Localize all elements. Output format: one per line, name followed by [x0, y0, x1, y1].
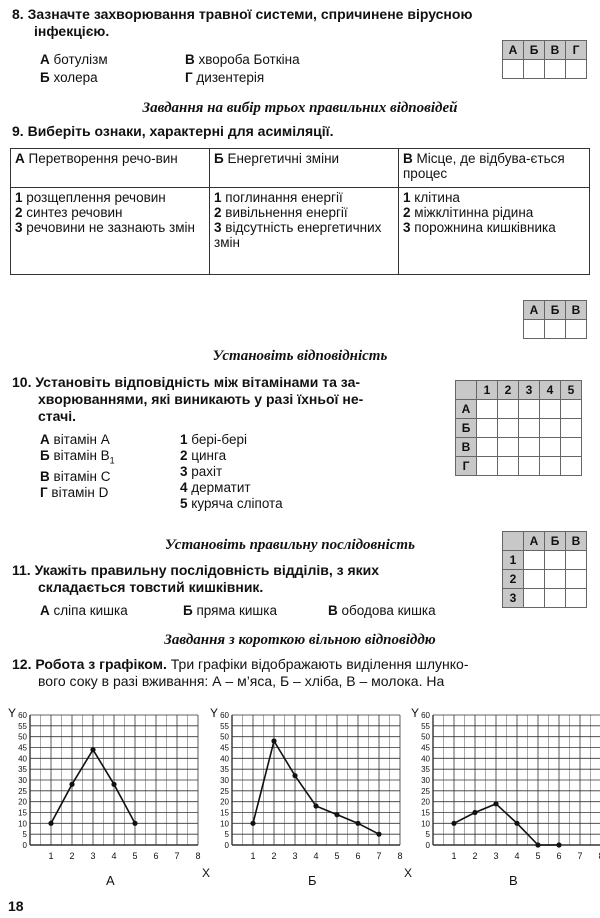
q9-col-a-items: 1 розщеплення речовин 2 синтез речовин 3 речовини не зазнають змін — [11, 188, 210, 275]
q11-cell[interactable] — [524, 551, 545, 570]
q9-col-v-header: В Місце, де відбува-ється процес — [399, 149, 590, 188]
q10-cell[interactable] — [498, 400, 519, 419]
q11-cell[interactable] — [566, 589, 587, 608]
x-tick-label: 6 — [153, 851, 159, 861]
q9-col-a-header: А Перетворення речо-вин — [11, 149, 210, 188]
x-tick-label: 7 — [376, 851, 382, 861]
q8-text-line2: інфекцією. — [34, 23, 110, 39]
data-point — [90, 747, 95, 752]
q10-answer-grid: 1 2 3 4 5 А Б В Г — [455, 380, 582, 476]
data-point — [514, 821, 519, 826]
y-tick-label: 45 — [18, 743, 27, 753]
y-tick-label: 60 — [220, 711, 229, 720]
y-tick-label: 30 — [18, 776, 27, 785]
y-tick-label: 0 — [425, 841, 430, 850]
q8-option-b: Б холера — [40, 70, 98, 85]
data-point — [111, 782, 116, 787]
q12-text: 12. Робота з графіком. Три графіки відображають виділення шлунко- вого соку в разі вживання: А – м’яса, Б – хліба, В – молока. На — [12, 656, 469, 689]
q10-cell[interactable] — [477, 419, 498, 438]
q8-answer-cell[interactable] — [503, 60, 524, 79]
q9-text: 9. Виберіть ознаки, характерні для асиміляції. — [12, 123, 334, 139]
x-tick-label: 4 — [514, 851, 520, 861]
y-tick-label: 35 — [220, 765, 229, 775]
q11-text: 11. Укажіть правильну послідовність відділів, з яких складається товстий кишківник. — [12, 562, 380, 595]
x-tick-label: 4 — [111, 851, 117, 861]
q9-col-b-items: 1 поглинання енергії 2 вивільнення енергії 3 відсутність енергетичних змін — [210, 188, 399, 275]
q10-left-list: А вітамін А Б вітамін $В_1$ В вітамін С Г вітамін D — [40, 432, 115, 500]
y-tick-label: 35 — [18, 765, 27, 775]
q11-cell[interactable] — [545, 570, 566, 589]
y-tick-label: 40 — [421, 754, 430, 764]
y-tick-label: 25 — [220, 786, 229, 796]
data-point — [334, 812, 339, 817]
y-tick-label: 55 — [220, 721, 229, 731]
y-tick-label: 60 — [421, 711, 430, 720]
q10-cell[interactable] — [561, 457, 582, 476]
q10-cell[interactable] — [561, 400, 582, 419]
x-tick-label: 1 — [48, 851, 54, 861]
y-tick-label: 5 — [22, 830, 27, 840]
x-axis-label: X — [404, 866, 413, 880]
data-point — [472, 810, 477, 815]
y-tick-label: 45 — [220, 743, 229, 753]
chart-a — [8, 706, 210, 888]
q8-number: 8. — [12, 6, 24, 22]
q8-option-a: А ботулізм — [40, 52, 108, 67]
q10-cell[interactable] — [498, 457, 519, 476]
y-tick-label: 30 — [220, 776, 229, 785]
y-tick-label: 5 — [425, 830, 430, 840]
x-tick-label: 6 — [556, 851, 562, 861]
y-tick-label: 0 — [224, 841, 229, 850]
x-tick-label: 7 — [174, 851, 180, 861]
y-tick-label: 10 — [421, 819, 430, 829]
q9-table — [10, 148, 590, 275]
x-tick-label: 2 — [271, 851, 277, 861]
chart-v — [411, 706, 600, 888]
q10-cell[interactable] — [561, 438, 582, 457]
x-tick-label: 2 — [472, 851, 478, 861]
q8-option-v: В хвороба Боткіна — [185, 52, 300, 67]
q10-cell[interactable] — [561, 419, 582, 438]
y-tick-label: 25 — [18, 786, 27, 796]
y-tick-label: 55 — [421, 721, 430, 731]
y-tick-label: 20 — [18, 797, 27, 807]
q10-cell[interactable] — [519, 438, 540, 457]
y-tick-label: 55 — [18, 721, 27, 731]
y-tick-label: 50 — [421, 732, 430, 742]
data-point — [69, 782, 74, 787]
x-tick-label: 3 — [292, 851, 298, 861]
x-tick-label: 6 — [355, 851, 361, 861]
q11-cell[interactable] — [545, 589, 566, 608]
y-tick-label: 5 — [224, 830, 229, 840]
q11-cell[interactable] — [524, 570, 545, 589]
x-tick-label: 5 — [132, 851, 138, 861]
x-tick-label: 2 — [69, 851, 75, 861]
section-heading-match: Установіть відповідність — [212, 348, 388, 364]
data-point — [556, 842, 561, 847]
q10-cell[interactable] — [540, 438, 561, 457]
x-tick-label: 1 — [250, 851, 256, 861]
data-point — [493, 801, 498, 806]
data-point — [535, 842, 540, 847]
q9-col-v-items: 1 клітина 2 міжклітинна рідина 3 порожнина кишківника — [399, 188, 590, 275]
q11-option-b: Б пряма кишка — [183, 603, 277, 618]
q10-cell[interactable] — [498, 419, 519, 438]
data-point — [376, 832, 381, 837]
q10-cell[interactable] — [540, 457, 561, 476]
data-point — [48, 821, 53, 826]
q9-answer-cell[interactable] — [545, 320, 566, 339]
page-number: 18 — [8, 898, 24, 914]
q9-answer-grid: А Б В — [523, 300, 587, 339]
q10-cell[interactable] — [519, 419, 540, 438]
q11-option-v: В ободова кишка — [328, 603, 436, 618]
data-point — [355, 821, 360, 826]
y-tick-label: 20 — [220, 797, 229, 807]
q10-text: 10. Установіть відповідність між вітамінами та за- хворюваннями, які виникають у разі їхньої не- стачі. — [12, 374, 364, 424]
chart-label: В — [509, 873, 518, 888]
y-tick-label: 0 — [22, 841, 27, 850]
x-tick-label: 4 — [313, 851, 319, 861]
x-tick-label: 1 — [451, 851, 457, 861]
q8-text-line1: Зазначте захворювання травної системи, спричинене вірусною — [27, 6, 473, 22]
q10-cell[interactable] — [540, 400, 561, 419]
q10-cell[interactable] — [477, 438, 498, 457]
y-tick-label: 60 — [18, 711, 27, 720]
y-tick-label: 15 — [18, 808, 27, 818]
x-tick-label: 7 — [577, 851, 583, 861]
data-point — [313, 803, 318, 808]
q8-answer-grid: А Б В Г — [502, 40, 587, 79]
x-tick-label: 3 — [493, 851, 499, 861]
q11-cell[interactable] — [524, 589, 545, 608]
q11-cell[interactable] — [566, 570, 587, 589]
y-tick-label: 50 — [220, 732, 229, 742]
q9-answer-cell[interactable] — [524, 320, 545, 339]
y-axis-label: Y — [8, 706, 17, 720]
q11-cell[interactable] — [545, 551, 566, 570]
q10-cell[interactable] — [498, 438, 519, 457]
y-axis-label: Y — [210, 706, 219, 720]
y-tick-label: 15 — [220, 808, 229, 818]
q11-answer-grid: А Б В 1 2 3 — [502, 531, 587, 608]
y-tick-label: 35 — [421, 765, 430, 775]
data-point — [292, 773, 297, 778]
section-heading-three-answers: Завдання на вибір трьох правильних відповідей — [142, 100, 458, 116]
q10-cell[interactable] — [519, 457, 540, 476]
q8-text — [12, 6, 592, 40]
y-axis-label: Y — [411, 706, 420, 720]
q9-col-b-header: Б Енергетичні зміни — [210, 149, 399, 188]
y-tick-label: 20 — [421, 797, 430, 807]
y-tick-label: 30 — [421, 776, 430, 785]
q8-answer-cell[interactable] — [545, 60, 566, 79]
q10-cell[interactable] — [540, 419, 561, 438]
q10-cell[interactable] — [519, 400, 540, 419]
y-tick-label: 10 — [220, 819, 229, 829]
data-point — [250, 821, 255, 826]
y-tick-label: 10 — [18, 819, 27, 829]
data-point — [451, 821, 456, 826]
q8-answer-cell[interactable] — [524, 60, 545, 79]
x-tick-label: 8 — [397, 851, 403, 861]
y-tick-label: 40 — [220, 754, 229, 764]
q11-cell[interactable] — [566, 551, 587, 570]
chart-label: Б — [308, 873, 317, 888]
q11-option-a: А сліпа кишка — [40, 603, 128, 618]
q9-answer-cell[interactable] — [566, 320, 587, 339]
y-tick-label: 50 — [18, 732, 27, 742]
q12-charts — [0, 700, 600, 900]
chart-label: А — [106, 873, 115, 888]
x-tick-label: 8 — [195, 851, 201, 861]
y-tick-label: 40 — [18, 754, 27, 764]
x-tick-label: 5 — [334, 851, 340, 861]
x-tick-label: 5 — [535, 851, 541, 861]
x-axis-label: X — [202, 866, 211, 880]
data-point — [132, 821, 137, 826]
q10-cell[interactable] — [477, 457, 498, 476]
section-heading-short-answer: Завдання з короткою вільною відповіддю — [164, 632, 436, 648]
section-heading-sequence: Установіть правильну послідовність — [165, 537, 415, 553]
q10-right-list: 1 бері-бері 2 цинга 3 рахіт 4 дерматит 5 куряча сліпота — [180, 432, 283, 511]
chart-b — [210, 706, 412, 888]
q8-answer-cell[interactable] — [566, 60, 587, 79]
q8-option-g: Г дизентерія — [185, 70, 265, 85]
y-tick-label: 25 — [421, 786, 430, 796]
data-point — [271, 738, 276, 743]
q10-cell[interactable] — [477, 400, 498, 419]
y-tick-label: 45 — [421, 743, 430, 753]
y-tick-label: 15 — [421, 808, 430, 818]
x-tick-label: 3 — [90, 851, 96, 861]
